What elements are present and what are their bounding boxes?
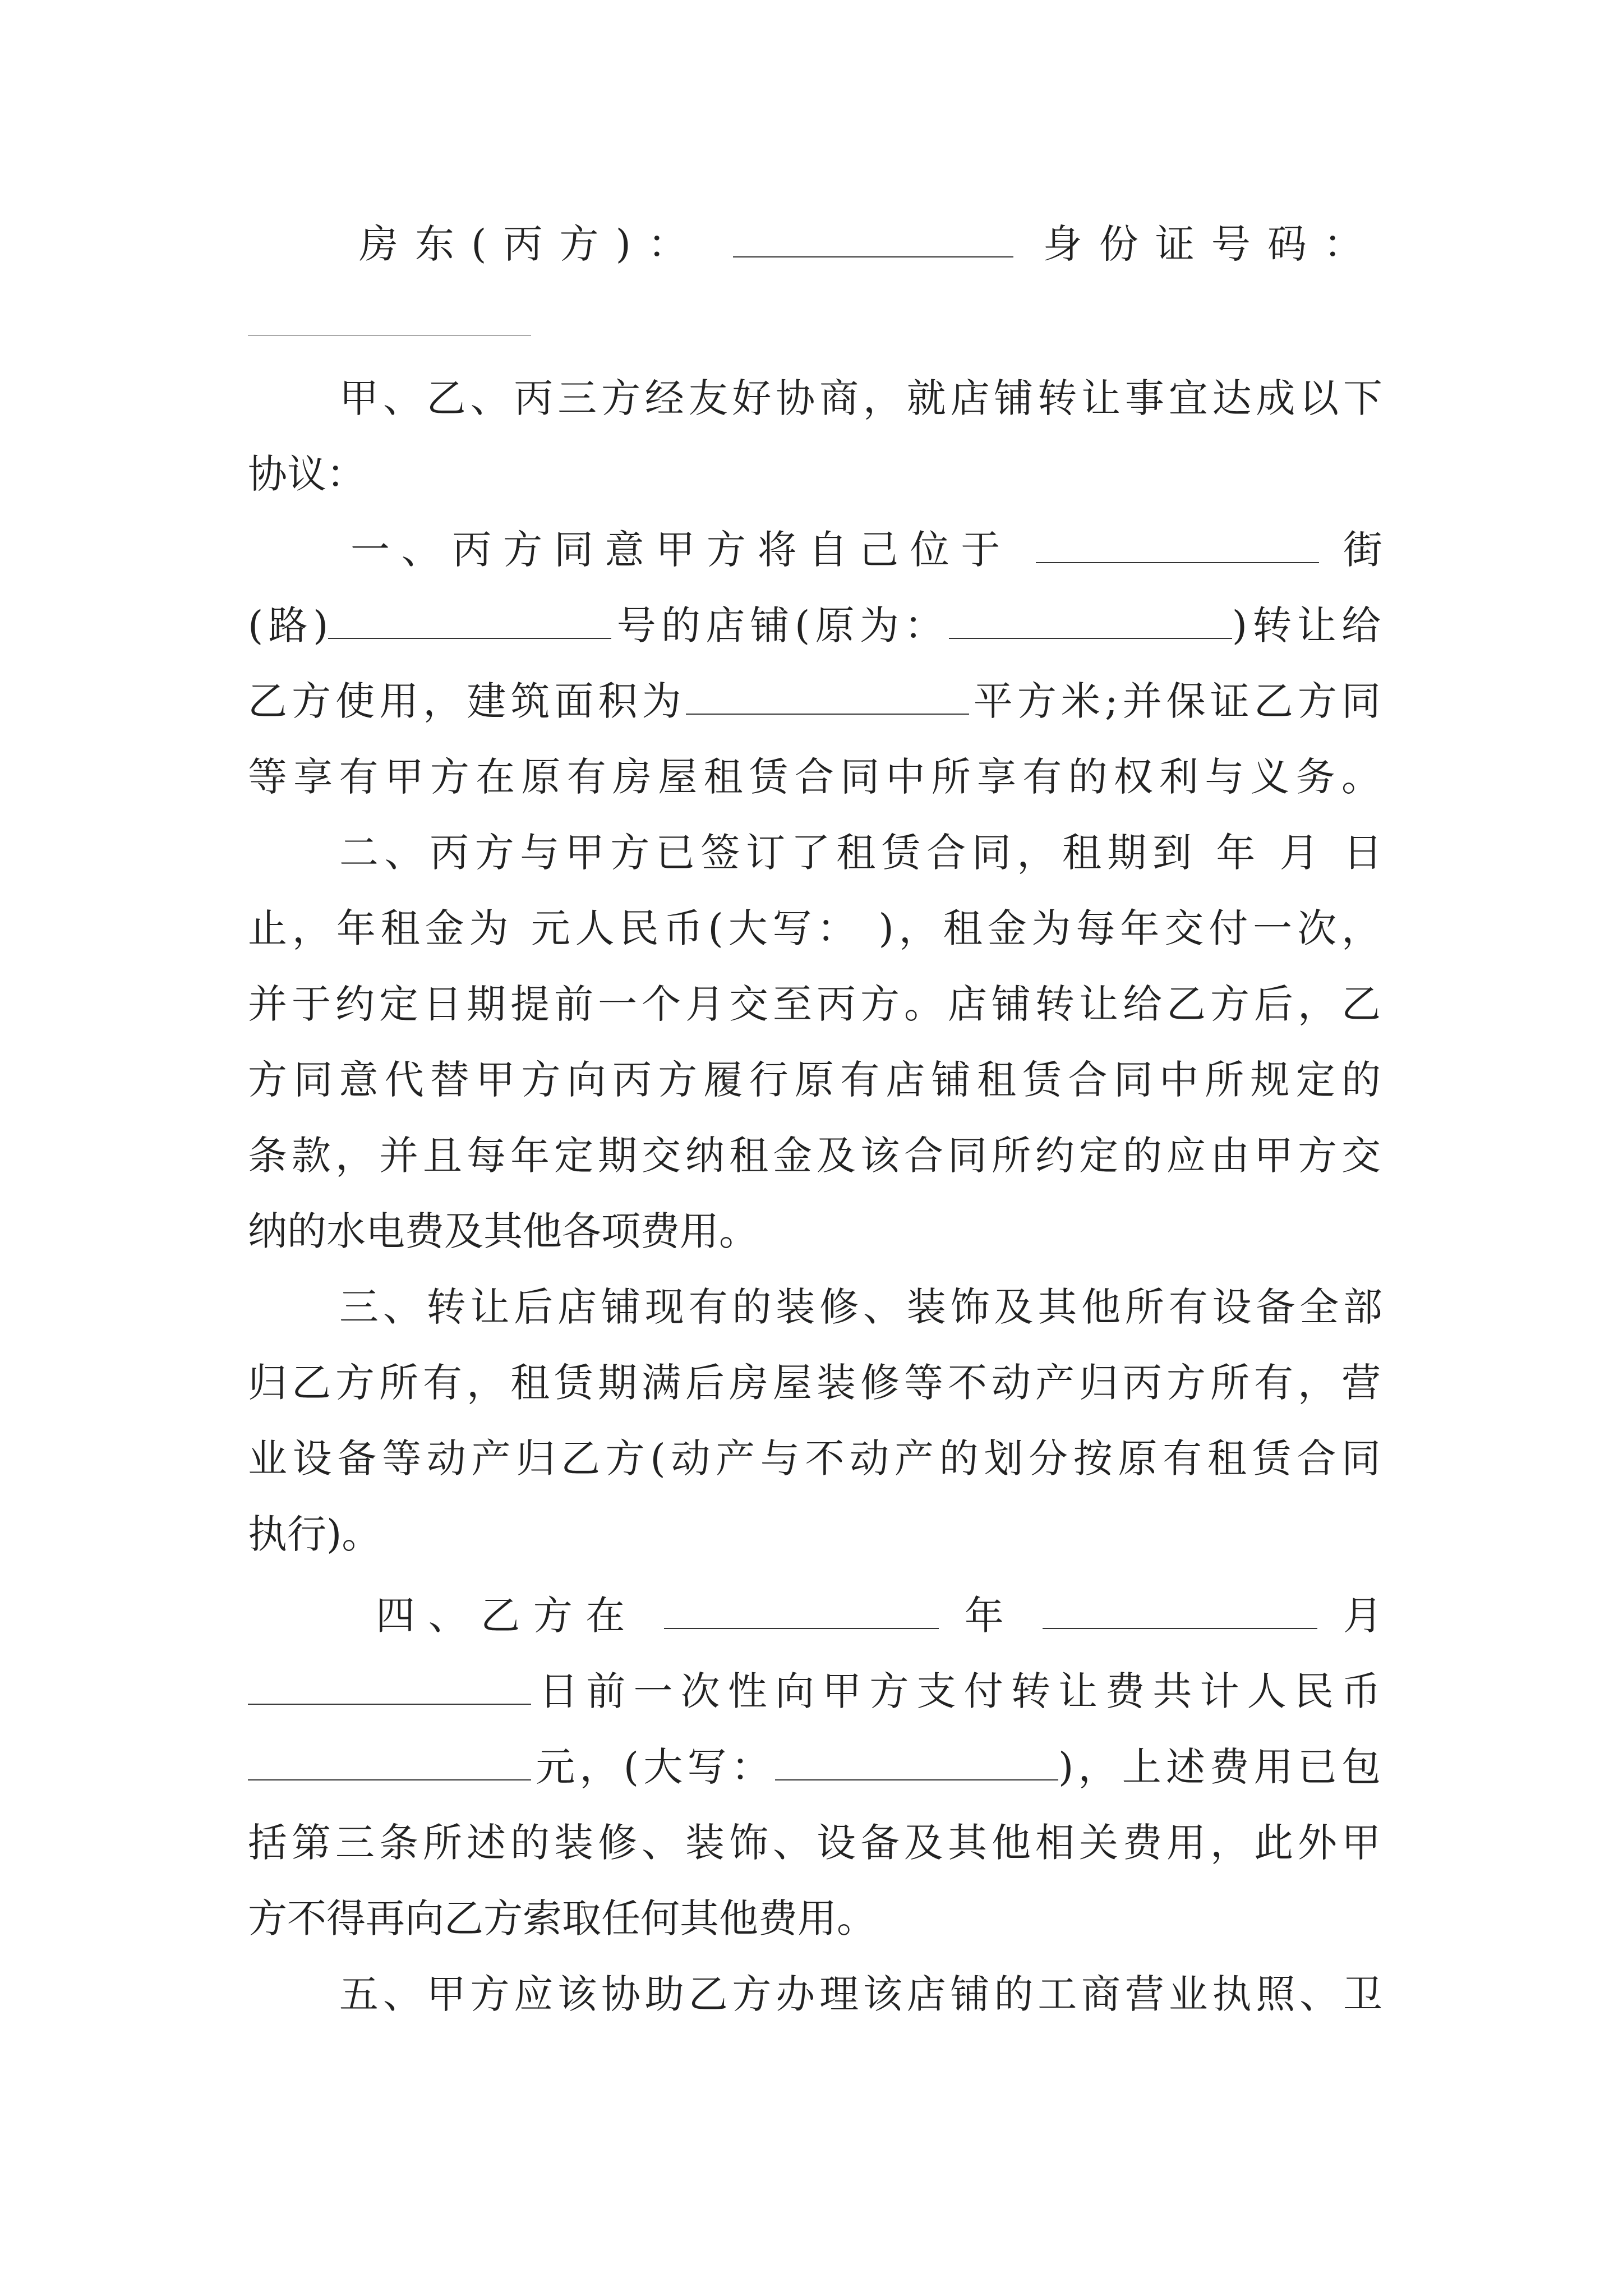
original-use-blank[interactable]	[949, 602, 1232, 639]
clause-2-line-2: 止，年租金为 元人民币(大写： )，租金为每年交付一次，	[248, 905, 1381, 951]
payment-year-blank[interactable]	[664, 1593, 939, 1629]
clause-1-line-4: 等享有甲方在原有房屋租赁合同中所享有的权利与义务。	[248, 754, 1381, 800]
id-number-blank-line	[248, 295, 1381, 351]
clause-4-line-4: 括第三条所述的装修、装饰、设备及其他相关费用，此外甲	[248, 1820, 1381, 1866]
intro-line-1: 甲、乙、丙三方经友好协商，就店铺转让事宜达成以下	[339, 375, 1382, 421]
id-number-label: 身份证号码：	[1043, 221, 1363, 267]
clause-2-line-6: 纳的水电费及其他各项费用。	[248, 1208, 758, 1254]
landlord-label: 房东(丙方)：	[359, 221, 704, 267]
clause-1-line-2: (路) 号的店铺(原为： )转让给	[248, 602, 1381, 648]
clause-4-line-5: 方不得再向乙方索取任何其他费用。	[248, 1895, 876, 1941]
transfer-fee-words-blank[interactable]	[775, 1744, 1058, 1780]
landlord-name-blank[interactable]	[733, 221, 1013, 257]
clause-2-line-4: 方同意代替甲方向丙方履行原有店铺租赁合同中所规定的	[248, 1057, 1381, 1103]
clause-5-line-1: 五、甲方应该协助乙方办理该店铺的工商营业执照、卫	[339, 1971, 1382, 2017]
payment-day-blank[interactable]	[248, 1668, 531, 1705]
house-number-blank[interactable]	[328, 602, 611, 639]
clause-4-line-2: 日前一次性向甲方支付转让费共计人民币	[248, 1663, 1381, 1719]
clause-3-line-3: 业设备等动产归乙方(动产与不动产的划分按原有租赁合同	[248, 1435, 1381, 1481]
intro-line-2: 协议：	[248, 451, 366, 497]
transfer-fee-blank[interactable]	[248, 1744, 531, 1780]
clause-2-line-1: 二、丙方与甲方已签订了租赁合同，租期到 年 月 日	[339, 830, 1382, 876]
clause-2-line-5: 条款，并且每年定期交纳租金及该合同所约定的应由甲方交	[248, 1133, 1381, 1179]
clause-3-line-4: 执行)。	[248, 1511, 381, 1557]
id-number-blank[interactable]	[248, 300, 531, 336]
payment-month-blank[interactable]	[1043, 1593, 1317, 1629]
clause-1-line-3: 乙方使用，建筑面积为 平方米;并保证乙方同	[248, 678, 1381, 724]
street-blank[interactable]	[1036, 527, 1319, 563]
clause-4-line-3: 元，(大写： )，上述费用已包	[248, 1739, 1381, 1795]
clause-3-line-2: 归乙方所有，租赁期满后房屋装修等不动产归丙方所有，营	[248, 1360, 1381, 1406]
clause-4-line-1: 四、乙方在 年 月	[376, 1593, 1382, 1639]
area-blank[interactable]	[686, 678, 969, 715]
clause-3-line-1: 三、转让后店铺现有的装修、装饰及其他所有设备全部	[339, 1284, 1382, 1330]
clause-2-line-3: 并于约定日期提前一个月交至丙方。店铺转让给乙方后，乙	[248, 981, 1381, 1027]
landlord-id-line	[359, 216, 1363, 272]
clause-1-line-1: 一、丙方同意甲方将自己位于 街	[351, 527, 1382, 573]
